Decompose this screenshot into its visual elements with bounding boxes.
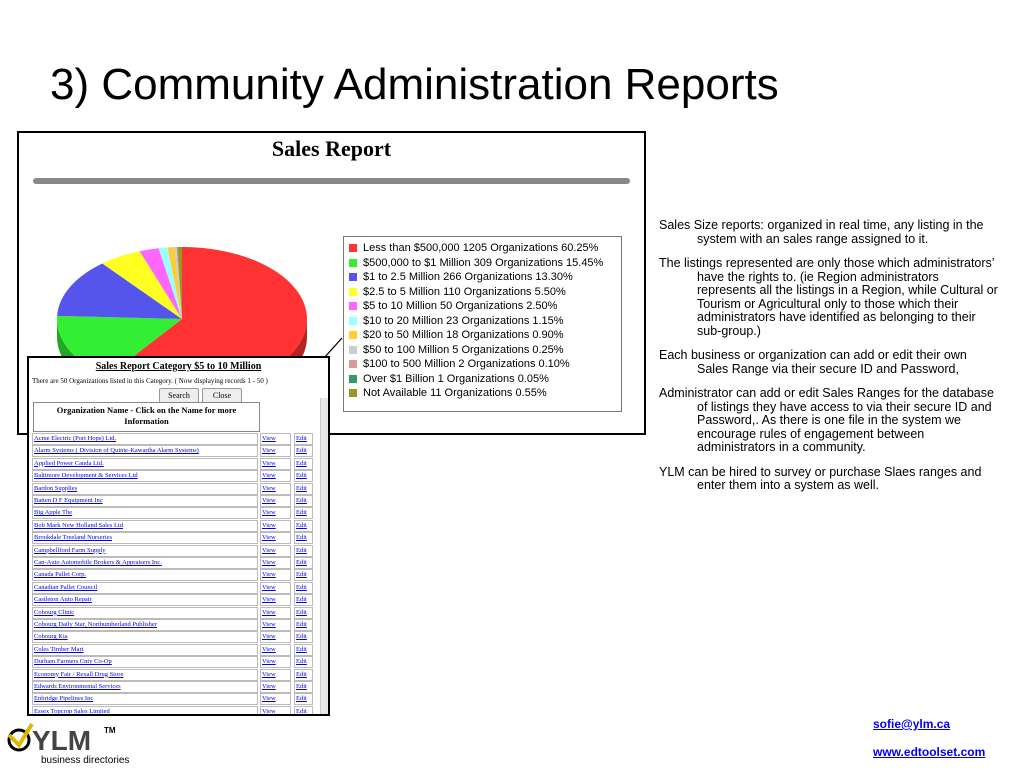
description-paragraph: Each business or organization can add or edit their own Sales Range via their secure ID and Password,: [659, 348, 967, 376]
organization-link[interactable]: Cobourg Kia: [32, 631, 258, 643]
edit-link[interactable]: Edit: [294, 594, 313, 606]
contact-email-link[interactable]: sofie@ylm.ca: [873, 717, 951, 731]
legend-label: Less than $500,000 1205 Organizations 60.25%: [363, 242, 599, 254]
close-button[interactable]: Close: [202, 388, 242, 403]
legend-label: $5 to 10 Million 50 Organizations 2.50%: [363, 300, 558, 312]
edit-link[interactable]: Edit: [294, 582, 313, 594]
view-link[interactable]: View: [260, 681, 291, 693]
view-link[interactable]: View: [260, 545, 291, 557]
table-row: [32, 506, 319, 518]
legend-item: [349, 357, 570, 371]
edit-link[interactable]: Edit: [294, 545, 313, 557]
logo-trademark: TM: [104, 726, 116, 735]
edit-link[interactable]: Edit: [294, 631, 313, 643]
legend-item: [349, 256, 603, 270]
view-link[interactable]: View: [260, 520, 291, 532]
description-paragraph: Sales Size reports: organized in real time, any listing in the system with an sales range assigned to it.: [659, 218, 984, 246]
edit-link[interactable]: Edit: [294, 445, 313, 457]
organization-link[interactable]: Bardon Supplies: [32, 483, 258, 495]
table-row: [32, 581, 319, 593]
view-link[interactable]: View: [260, 532, 291, 544]
legend-label: $1 to 2.5 Million 266 Organizations 13.30%: [363, 271, 573, 283]
organization-link[interactable]: Canadian Pallet Council: [32, 582, 258, 594]
table-row: [32, 618, 319, 630]
legend-swatch: [349, 273, 357, 281]
edit-link[interactable]: Edit: [294, 458, 313, 470]
view-link[interactable]: View: [260, 582, 291, 594]
view-link[interactable]: View: [260, 607, 291, 619]
organization-link[interactable]: Cobourg Clinic: [32, 607, 258, 619]
table-row: [32, 457, 319, 469]
category-report-window: [27, 356, 330, 716]
slide-title: 3) Community Administration Reports: [50, 60, 779, 109]
organization-link[interactable]: Alarm Systems ( Division of Quinte-Kawartha Alarm Systems): [32, 445, 258, 457]
organization-link[interactable]: Durham Farmers Cnty Co-Op: [32, 656, 258, 668]
legend-label: $2.5 to 5 Million 110 Organizations 5.50%: [363, 285, 566, 298]
table-row: [32, 494, 319, 506]
description-paragraph: Administrator can add or edit Sales Ranges for the database of listings they have access to via their secure ID and Password,. As there is one file in the system we encourage rules of engagement between administrators in a community.: [659, 386, 994, 454]
records-count-text: There are 50 Organizations listed in this Category. ( Now displaying records 1 - 50 ): [32, 377, 268, 385]
organization-link[interactable]: Campbellford Farm Supply: [32, 545, 258, 557]
legend-swatch: [349, 288, 357, 296]
legend-swatch: [349, 302, 357, 310]
scrollbar[interactable]: [320, 398, 328, 714]
search-button[interactable]: Search: [159, 388, 199, 403]
table-row: [32, 606, 319, 618]
table-row: [32, 482, 319, 494]
legend-item: [349, 386, 547, 400]
edit-link[interactable]: Edit: [294, 470, 313, 482]
table-row: [32, 432, 319, 444]
edit-link[interactable]: Edit: [294, 557, 313, 569]
view-link[interactable]: View: [260, 669, 291, 681]
legend-item: [349, 241, 598, 255]
edit-link[interactable]: Edit: [294, 656, 313, 668]
logo-tagline: business directories: [41, 755, 130, 766]
organization-link[interactable]: Brookdale Treeland Nurseries: [32, 532, 258, 544]
view-link[interactable]: View: [260, 569, 291, 581]
view-link[interactable]: View: [260, 706, 291, 716]
organization-link[interactable]: Bob Mark New Holland Sales Ltd: [32, 520, 258, 532]
edit-link[interactable]: Edit: [294, 706, 313, 716]
legend-label: Not Available 11 Organizations 0.55%: [363, 387, 547, 399]
view-link[interactable]: View: [260, 557, 291, 569]
view-link[interactable]: View: [260, 644, 291, 656]
edit-link[interactable]: Edit: [294, 669, 313, 681]
legend-item: [349, 328, 564, 342]
table-row: [32, 556, 319, 568]
view-link[interactable]: View: [260, 594, 291, 606]
legend-label: $10 to 20 Million 23 Organizations 1.15%: [363, 314, 564, 327]
legend-swatch: [349, 317, 357, 325]
website-link[interactable]: www.edtoolset.com: [873, 745, 986, 759]
edit-link[interactable]: Edit: [294, 532, 313, 544]
table-row: [32, 568, 319, 580]
edit-link[interactable]: Edit: [294, 483, 313, 495]
legend-label: $500,000 to $1 Million 309 Organizations 15.45%: [363, 256, 604, 269]
description-paragraph: YLM can be hired to survey or purchase Slaes ranges and enter them into a system as well.: [659, 464, 982, 492]
legend-item: [349, 285, 566, 299]
edit-link[interactable]: Edit: [294, 569, 313, 581]
report-divider: [33, 178, 630, 184]
legend-swatch: [349, 259, 357, 267]
table-row: [32, 630, 319, 642]
organization-link[interactable]: Cobourg Daily Star, Northumberland Publisher: [32, 619, 258, 631]
organization-link[interactable]: Can-Auto Automobile Brokers & Appraisers Inc.: [32, 557, 258, 569]
legend-item: [349, 270, 573, 284]
legend-item: [349, 299, 557, 313]
legend-label: $20 to 50 Million 18 Organizations 0.90%: [363, 329, 564, 341]
legend-item: [349, 343, 564, 357]
table-row: [32, 705, 319, 716]
edit-link[interactable]: Edit: [294, 520, 313, 532]
table-row: [32, 469, 319, 481]
edit-link[interactable]: Edit: [294, 433, 313, 445]
view-link[interactable]: View: [260, 470, 291, 482]
organization-link[interactable]: Acme Electric (Port Hope) Ltd.: [32, 433, 258, 445]
view-link[interactable]: View: [260, 445, 291, 457]
view-link[interactable]: View: [260, 483, 291, 495]
organization-link[interactable]: Enbridge Pipelines Inc: [32, 693, 258, 705]
table-row: [32, 643, 319, 655]
legend-item: [349, 314, 564, 328]
edit-link[interactable]: Edit: [294, 507, 313, 519]
table-row: [32, 655, 319, 667]
edit-link[interactable]: Edit: [294, 495, 313, 507]
view-link[interactable]: View: [260, 507, 291, 519]
edit-link[interactable]: Edit: [294, 681, 313, 693]
view-link[interactable]: View: [260, 656, 291, 668]
legend-label: $50 to 100 Million 5 Organizations 0.25%: [363, 343, 564, 356]
table-row: [32, 692, 319, 704]
legend-label: Over $1 Billion 1 Organizations 0.05%: [363, 372, 549, 385]
legend-label: $100 to 500 Million 2 Organizations 0.10%: [363, 358, 570, 370]
organization-link[interactable]: Batten D F Equipment Inc: [32, 495, 258, 507]
organization-link[interactable]: Canada Pallet Corp.: [32, 569, 258, 581]
organization-link[interactable]: Baltimore Development & Services Ltd: [32, 470, 258, 482]
view-link[interactable]: View: [260, 458, 291, 470]
view-link[interactable]: View: [260, 619, 291, 631]
edit-link[interactable]: Edit: [294, 644, 313, 656]
sales-report-heading: Sales Report: [271, 136, 392, 161]
logo-brand: YLM: [32, 725, 92, 756]
organization-name-header: Organization Name - Click on the Name for more Information: [33, 402, 260, 432]
ylm-logo: [4, 720, 154, 766]
table-row: [32, 593, 319, 605]
legend-swatch: [349, 244, 357, 252]
organization-link[interactable]: Coles Timber Mart: [32, 644, 258, 656]
legend-item: [349, 372, 549, 386]
category-report-title: Sales Report Category $5 to 10 Million: [95, 361, 262, 372]
table-row: [32, 668, 319, 680]
organization-link[interactable]: Economy Fair / Rexall Drug Store: [32, 669, 258, 681]
organization-link[interactable]: Castleton Auto Repair: [32, 594, 258, 606]
edit-link[interactable]: Edit: [294, 693, 313, 705]
edit-link[interactable]: Edit: [294, 619, 313, 631]
organization-link[interactable]: Applied Power Canda Ltd.: [32, 458, 258, 470]
organization-link[interactable]: Essex Topcrop Sales Limited: [32, 706, 258, 716]
organization-link[interactable]: Big Apple The: [32, 507, 258, 519]
table-row: [32, 519, 319, 531]
view-link[interactable]: View: [260, 631, 291, 643]
organization-link[interactable]: Edwards Environmental Services: [32, 681, 258, 693]
view-link[interactable]: View: [260, 693, 291, 705]
table-row: [32, 544, 319, 556]
view-link[interactable]: View: [260, 433, 291, 445]
table-row: [32, 680, 319, 692]
table-row: [32, 531, 319, 543]
view-link[interactable]: View: [260, 495, 291, 507]
description-text: [659, 219, 1001, 504]
edit-link[interactable]: Edit: [294, 607, 313, 619]
legend-swatch: [349, 389, 357, 397]
description-paragraph: The listings represented are only those which administrators’ have the rights to. (ie Region administrators represents all the listings in a Region, while Cultural or Tourism or Agricultural only to those which their administrators have identified as belonging to their sub-group.): [659, 256, 998, 338]
table-row: [32, 444, 319, 456]
pie-legend: [343, 236, 622, 412]
